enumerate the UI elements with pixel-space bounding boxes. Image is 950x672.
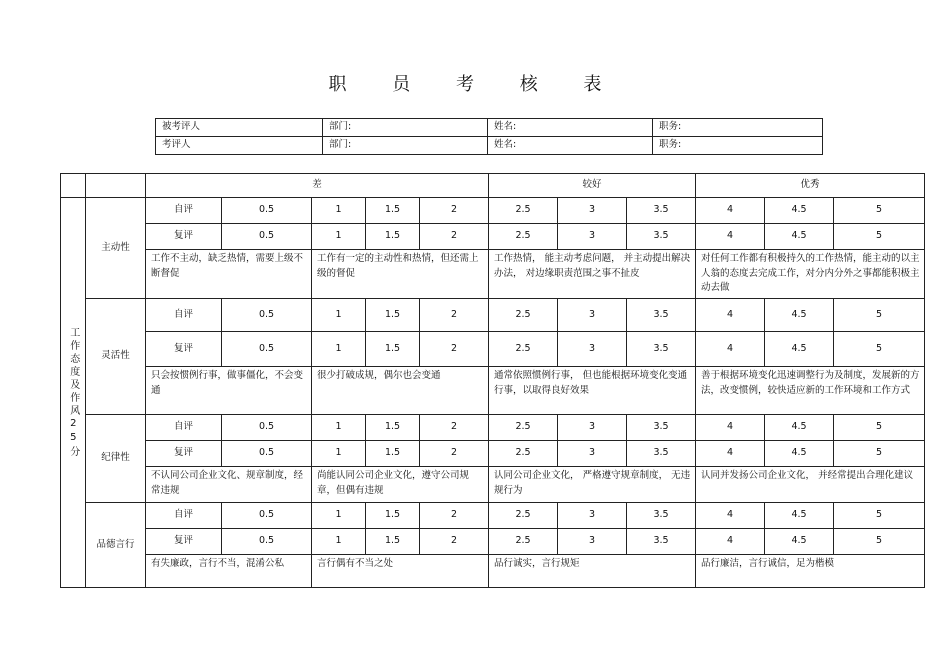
score-cell: 5: [834, 529, 925, 555]
score-cell: 2.5: [489, 529, 558, 555]
score-cell: 2: [420, 198, 489, 224]
score-cell: 5: [834, 198, 925, 224]
score-cell: 4.5: [765, 441, 834, 467]
criterion-self-row: [61, 198, 925, 224]
grade-description: 认同并发扬公司企业文化， 并经常提出合理化建议: [696, 467, 925, 503]
score-cell: 0.5: [222, 299, 312, 332]
grade-description: 尚能认同公司企业文化，遵守公司规章，但偶有违规: [312, 467, 489, 503]
score-cell: 3: [558, 415, 627, 441]
score-cell: 4: [696, 299, 765, 332]
score-cell: 5: [834, 415, 925, 441]
score-cell: 2.5: [489, 503, 558, 529]
score-cell: 3: [558, 299, 627, 332]
evaluator-position-field: 职务:: [653, 137, 823, 155]
score-cell: 4: [696, 503, 765, 529]
grade-excellent-header: 优秀: [696, 174, 925, 198]
score-cell: 5: [834, 441, 925, 467]
score-cell: 2.5: [489, 332, 558, 367]
criterion-description-row: [61, 467, 925, 503]
criterion-description-row: [61, 367, 925, 415]
criterion-name: 纪律性: [86, 415, 146, 503]
score-cell: 3: [558, 198, 627, 224]
grade-description: 言行偶有不当之处: [312, 555, 489, 588]
score-cell: 2: [420, 415, 489, 441]
score-cell: 1: [312, 224, 366, 250]
score-cell: 4.5: [765, 503, 834, 529]
score-cell: 4: [696, 198, 765, 224]
self-eval-label: 自评: [146, 299, 222, 332]
criterion-peer-row: [61, 529, 925, 555]
criterion-self-row: [61, 503, 925, 529]
evaluatee-row: [156, 119, 823, 137]
evaluatee-position-field: 职务:: [653, 119, 823, 137]
peer-eval-label: 复评: [146, 224, 222, 250]
peer-eval-label: 复评: [146, 441, 222, 467]
score-cell: 2.5: [489, 198, 558, 224]
criterion-peer-row: [61, 441, 925, 467]
grade-description: 通常依照惯例行事， 但也能根据环境变化变通行事，以取得良好效果: [489, 367, 696, 415]
grade-poor-header: 差: [146, 174, 489, 198]
score-cell: 1: [312, 198, 366, 224]
score-cell: 4.5: [765, 224, 834, 250]
criterion-self-row: [61, 415, 925, 441]
score-cell: 0.5: [222, 441, 312, 467]
score-cell: 1: [312, 441, 366, 467]
grade-description: 善于根据环境变化迅速调整行为及制度，发展新的方法，改变惯例，较快适应新的工作环境和工作方式: [696, 367, 925, 415]
score-cell: 4.5: [765, 415, 834, 441]
score-cell: 3.5: [627, 415, 696, 441]
evaluator-name-field: 姓名:: [488, 137, 653, 155]
score-cell: 4: [696, 224, 765, 250]
grade-description: 很少打破成规，偶尔也会变通: [312, 367, 489, 415]
score-cell: 2.5: [489, 299, 558, 332]
score-cell: 4: [696, 529, 765, 555]
score-cell: 1.5: [366, 224, 420, 250]
self-eval-label: 自评: [146, 198, 222, 224]
score-cell: 4: [696, 441, 765, 467]
score-cell: 3.5: [627, 299, 696, 332]
page-title: 职 员 考 核 表: [328, 74, 622, 95]
score-cell: 3.5: [627, 332, 696, 367]
score-cell: 2.5: [489, 441, 558, 467]
self-eval-label: 自评: [146, 503, 222, 529]
score-cell: 4.5: [765, 299, 834, 332]
category-label: 工作态度及作风25分: [61, 198, 86, 588]
criterion-description-row: [61, 250, 925, 299]
grade-header-row: [61, 174, 925, 198]
score-cell: 1.5: [366, 332, 420, 367]
score-cell: 1.5: [366, 198, 420, 224]
corner-cell-1: [61, 174, 86, 198]
score-cell: 3: [558, 441, 627, 467]
score-cell: 1.5: [366, 441, 420, 467]
grade-description: 只会按惯例行事，做事僵化，不会变通: [146, 367, 312, 415]
grade-description: 品行诚实，言行规矩: [489, 555, 696, 588]
score-cell: 1: [312, 415, 366, 441]
corner-cell-2: [86, 174, 146, 198]
score-cell: 3: [558, 503, 627, 529]
assessment-table: [60, 173, 925, 588]
score-cell: 2.5: [489, 415, 558, 441]
score-cell: 1: [312, 299, 366, 332]
score-cell: 2: [420, 224, 489, 250]
score-cell: 2: [420, 529, 489, 555]
evaluator-department-field: 部门:: [323, 137, 488, 155]
grade-description: 对任何工作都有积极持久的工作热情，能主动的以主人翁的态度去完成工作，对分内分外之事都能积极主动去做: [696, 250, 925, 299]
criterion-peer-row: [61, 332, 925, 367]
score-cell: 3: [558, 332, 627, 367]
criterion-description-row: [61, 555, 925, 588]
score-cell: 2: [420, 332, 489, 367]
score-cell: 4.5: [765, 529, 834, 555]
score-cell: 5: [834, 503, 925, 529]
grade-good-header: 较好: [489, 174, 696, 198]
grade-description: 不认同公司企业文化、规章制度，经常违规: [146, 467, 312, 503]
peer-eval-label: 复评: [146, 332, 222, 367]
criterion-peer-row: [61, 224, 925, 250]
evaluatee-label: 被考评人: [156, 119, 323, 137]
score-cell: 0.5: [222, 415, 312, 441]
self-eval-label: 自评: [146, 415, 222, 441]
score-cell: 0.5: [222, 224, 312, 250]
score-cell: 3.5: [627, 441, 696, 467]
score-cell: 0.5: [222, 503, 312, 529]
score-cell: 1.5: [366, 415, 420, 441]
score-cell: 0.5: [222, 529, 312, 555]
score-cell: 1: [312, 529, 366, 555]
score-cell: 1.5: [366, 503, 420, 529]
grade-description: 工作有一定的主动性和热情，但还需上级的督促: [312, 250, 489, 299]
criterion-name: 灵活性: [86, 299, 146, 415]
evaluator-label: 考评人: [156, 137, 323, 155]
score-cell: 4: [696, 415, 765, 441]
score-cell: 1: [312, 332, 366, 367]
score-cell: 1.5: [366, 529, 420, 555]
evaluatee-name-field: 姓名:: [488, 119, 653, 137]
score-cell: 0.5: [222, 332, 312, 367]
grade-description: 品行廉洁，言行诚信，足为楷模: [696, 555, 925, 588]
score-cell: 3.5: [627, 529, 696, 555]
criterion-self-row: [61, 299, 925, 332]
score-cell: 3.5: [627, 198, 696, 224]
score-cell: 2: [420, 503, 489, 529]
score-cell: 5: [834, 299, 925, 332]
grade-description: 工作不主动，缺乏热情，需要上级不断督促: [146, 250, 312, 299]
evaluator-row: [156, 137, 823, 155]
score-cell: 3: [558, 529, 627, 555]
peer-eval-label: 复评: [146, 529, 222, 555]
score-cell: 2.5: [489, 224, 558, 250]
criterion-name: 品德言行: [86, 503, 146, 588]
score-cell: 1: [312, 503, 366, 529]
score-cell: 1.5: [366, 299, 420, 332]
evaluatee-department-field: 部门:: [323, 119, 488, 137]
score-cell: 2: [420, 441, 489, 467]
score-cell: 5: [834, 332, 925, 367]
score-cell: 0.5: [222, 198, 312, 224]
grade-description: 有失廉政，言行不当，混淆公私: [146, 555, 312, 588]
score-cell: 5: [834, 224, 925, 250]
score-cell: 4.5: [765, 198, 834, 224]
grade-description: 认同公司企业文化， 严格遵守规章制度， 无违规行为: [489, 467, 696, 503]
score-cell: 3: [558, 224, 627, 250]
score-cell: 3.5: [627, 224, 696, 250]
score-cell: 2: [420, 299, 489, 332]
score-cell: 3.5: [627, 503, 696, 529]
score-cell: 4: [696, 332, 765, 367]
grade-description: 工作热情， 能主动考虑问题， 并主动提出解决办法， 对边缘职责范围之事不扯皮: [489, 250, 696, 299]
score-cell: 4.5: [765, 332, 834, 367]
evaluator-info-table: [155, 118, 823, 155]
criterion-name: 主动性: [86, 198, 146, 299]
